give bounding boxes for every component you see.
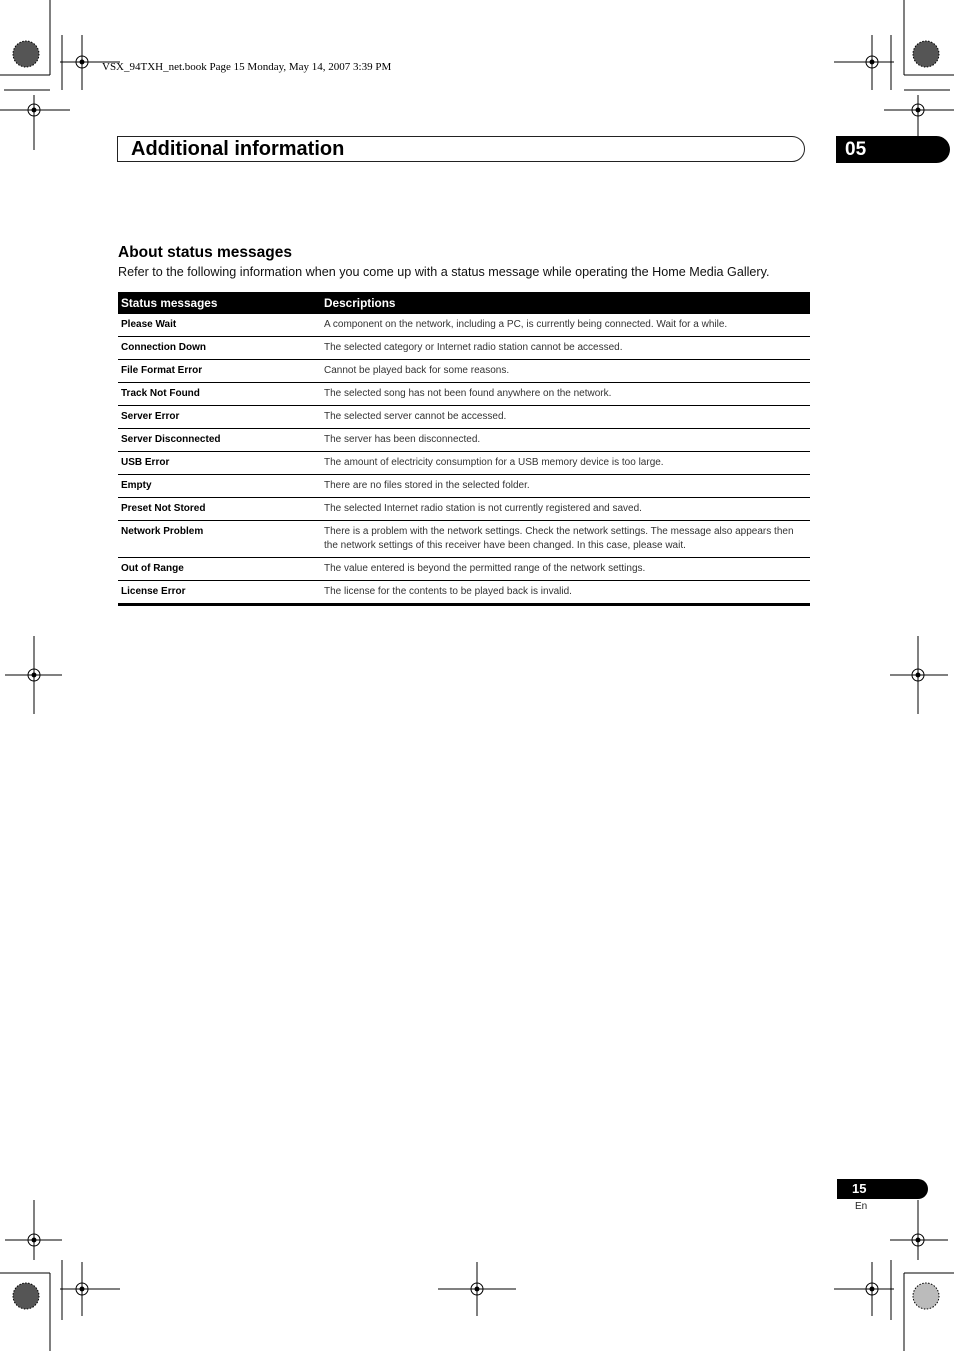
- table-row: [118, 337, 810, 360]
- status-cell: Track Not Found: [118, 383, 321, 406]
- table-row: [118, 314, 810, 337]
- page-number: 15: [837, 1179, 928, 1199]
- table-row: [118, 475, 810, 498]
- description-cell: The server has been disconnected.: [321, 429, 810, 452]
- description-cell: The selected song has not been found anywhere on the network.: [321, 383, 810, 406]
- table-row: [118, 429, 810, 452]
- status-cell: File Format Error: [118, 360, 321, 383]
- description-cell: The value entered is beyond the permitted range of the network settings.: [321, 558, 810, 581]
- table-row: [118, 581, 810, 605]
- table-row: [118, 383, 810, 406]
- status-cell: Out of Range: [118, 558, 321, 581]
- table-row: [118, 521, 810, 558]
- status-cell: Server Disconnected: [118, 429, 321, 452]
- status-cell: Empty: [118, 475, 321, 498]
- status-cell: Connection Down: [118, 337, 321, 360]
- status-cell: Preset Not Stored: [118, 498, 321, 521]
- description-cell: The selected server cannot be accessed.: [321, 406, 810, 429]
- table-row: [118, 558, 810, 581]
- description-cell: The selected Internet radio station is not currently registered and saved.: [321, 498, 810, 521]
- table-row: [118, 452, 810, 475]
- column-header-description: Descriptions: [321, 292, 810, 314]
- status-cell: Network Problem: [118, 521, 321, 558]
- print-header: VSX_94TXH_net.book Page 15 Monday, May 14, 2007 3:39 PM: [102, 61, 392, 73]
- status-cell: License Error: [118, 581, 321, 605]
- table-row: [118, 360, 810, 383]
- section-intro: Refer to the following information when you come up with a status message while operating the Home Media Gallery.: [118, 265, 770, 279]
- description-cell: Cannot be played back for some reasons.: [321, 360, 810, 383]
- status-cell: Please Wait: [121, 319, 177, 330]
- description-cell: The amount of electricity consumption for a USB memory device is too large.: [321, 452, 810, 475]
- description-cell: The selected category or Internet radio station cannot be accessed.: [321, 337, 810, 360]
- chapter-title: Additional information: [131, 138, 345, 160]
- status-cell: Server Error: [118, 406, 321, 429]
- table-header-row: [118, 292, 810, 314]
- section-title: About status messages: [118, 244, 292, 261]
- table-row: [118, 498, 810, 521]
- description-cell: There is a problem with the network settings. Check the network settings. The message also appears then the network settings of this receiver have been changed. In this case, please wait.: [321, 521, 810, 558]
- language-label: En: [855, 1201, 868, 1212]
- status-messages-table: [118, 292, 810, 606]
- chapter-number-badge: 05: [836, 136, 950, 163]
- column-header-status: Status messages: [118, 292, 321, 314]
- description-cell: A component on the network, including a PC, is currently being connected. Wait for a while.: [324, 319, 728, 330]
- description-cell: The license for the contents to be played back is invalid.: [321, 581, 810, 605]
- table-row: [118, 406, 810, 429]
- status-cell: USB Error: [118, 452, 321, 475]
- description-cell: There are no files stored in the selected folder.: [321, 475, 810, 498]
